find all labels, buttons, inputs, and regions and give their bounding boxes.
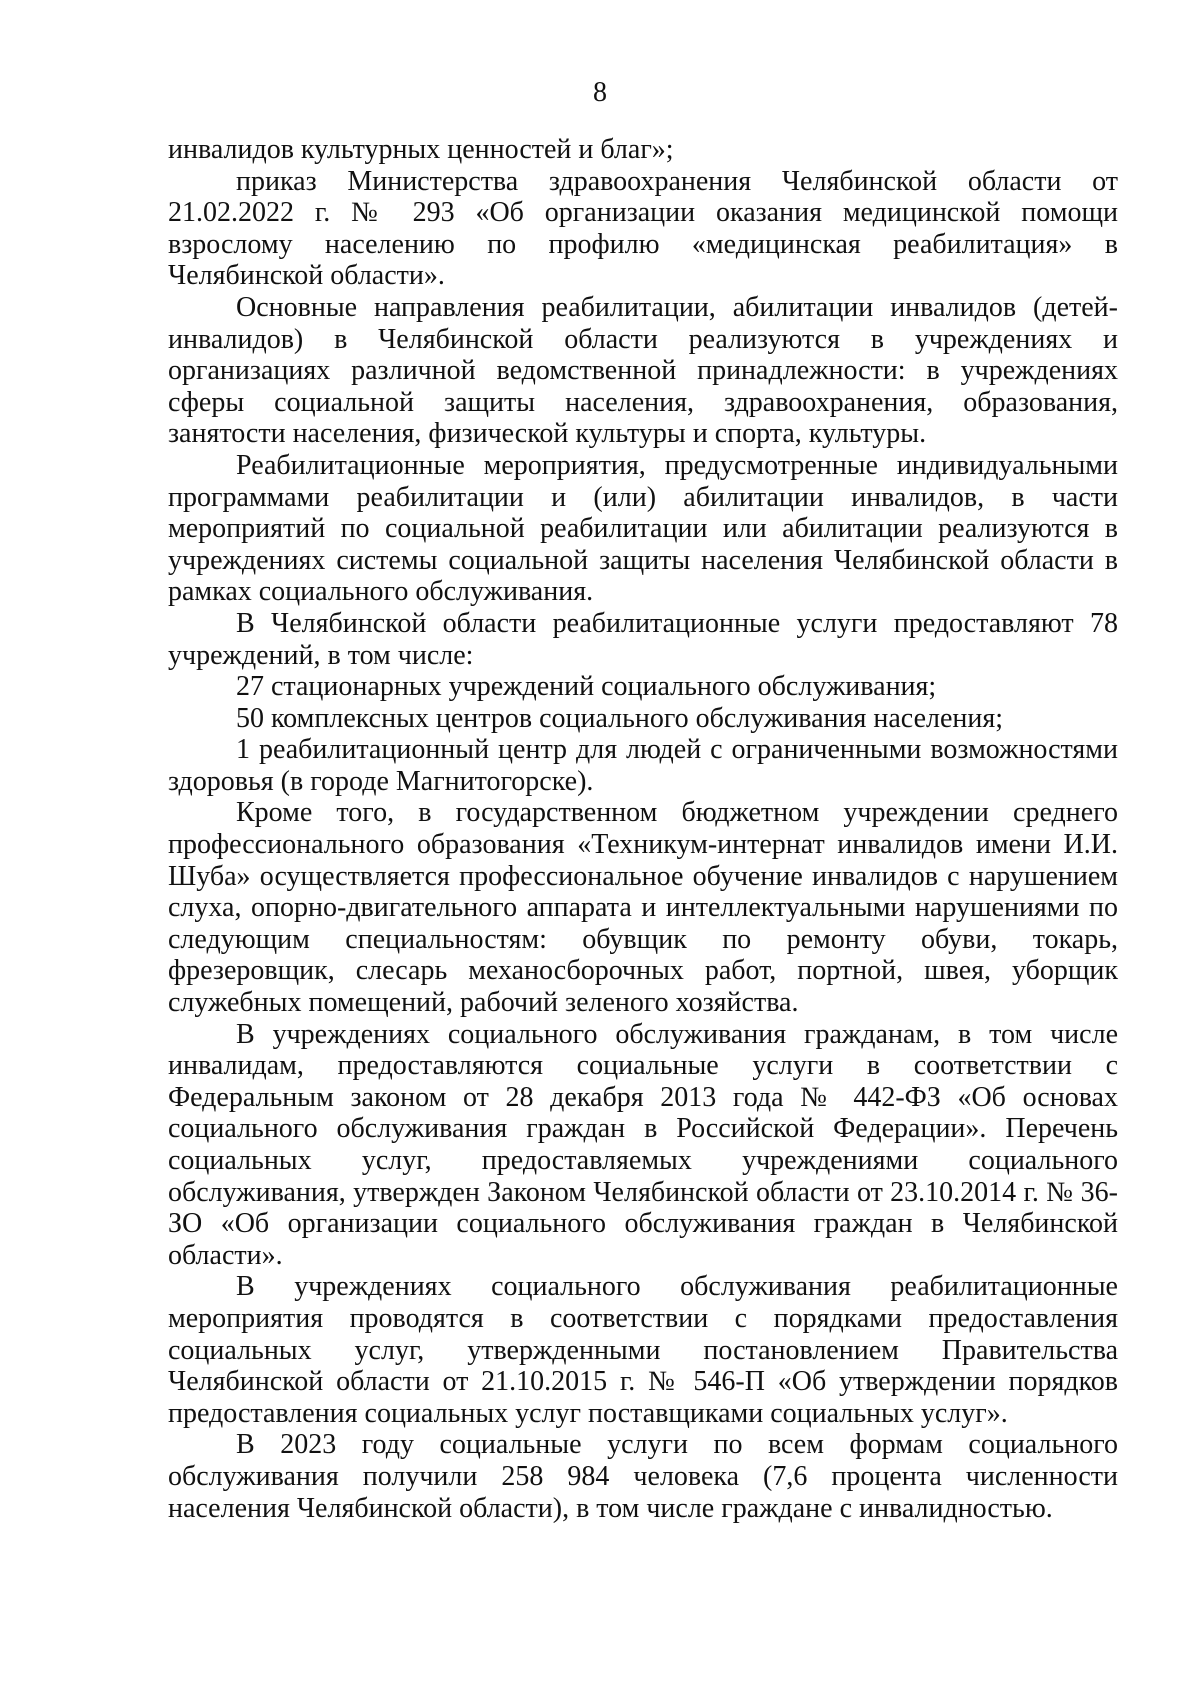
page-number: 8 (593, 77, 607, 108)
list-item-stationary-institutions: 27 стационарных учреждений социального обслуживания; (236, 671, 937, 703)
paragraph-technical-school: Кроме того, в государственном бюджетном учреждении среднего профессионального образования «Техникум-интернат инвалидов имени И.И. Шуба» осуществляется профессиональное обучение инвалидов с нарушением слуха, опорно-двигательного аппарата и интеллектуальными нарушениями по следующим специальностям: обувщик по ремонту обуви, токарь, фрезеровщик, слесарь механосборочных работ, портной, швея, уборщик служебных помещений, рабочий зеленого хозяйства. (168, 797, 1118, 1019)
list-item-complex-centers: 50 комплексных центров социального обслуживания населения; (236, 702, 1004, 734)
paragraph-2023-statistics: В 2023 году социальные услуги по всем формам социального обслуживания получили 258 984 человека (7,6 процента численности населения Челябинской области), в том числе граждане с инвалидностью. (168, 1429, 1118, 1524)
paragraph-main-directions: Основные направления реабилитации, абилитации инвалидов (детей-инвалидов) в Челябинской области реализуются в учреждениях и организациях различной ведомственной принадлежности: в учреждениях сферы социальной защиты населения, здравоохранения, образования, занятости населения, физической культуры и спорта, культуры. (168, 291, 1118, 450)
paragraph-social-services-law: В учреждениях социального обслуживания гражданам, в том числе инвалидам, предоставляются социальные услуги в соответствии с Федеральным законом от 28 декабря 2013 года № 442-ФЗ «Об основах социального обслуживания граждан в Российской Федерации». Перечень социальных услуг, предоставляемых учреждениями социального обслуживания, утвержден Законом Челябинской области от 23.10.2014 г. № 36-ЗО «Об организации социального обслуживания граждан в Челябинской области». (168, 1018, 1118, 1271)
paragraph-service-procedures: В учреждениях социального обслуживания реабилитационные мероприятия проводятся в соответствии с порядками предоставления социальных услуг, утвержденными постановлением Правительства Челябинской области от 21.10.2015 г. № 546-П «Об утверждении порядков предоставления социальных услуг поставщиками социальных услуг». (168, 1271, 1118, 1429)
paragraph-continuation: инвалидов культурных ценностей и благ»; (168, 134, 674, 165)
document-body (168, 134, 1118, 1524)
paragraph-rehabilitation-measures: Реабилитационные мероприятия, предусмотренные индивидуальными программами реабилитации и (или) абилитации инвалидов, в части мероприятий по социальной реабилитации или абилитации реализуются в учреждениях системы социальной защиты населения Челябинской области в рамках социального обслуживания. (168, 449, 1118, 608)
list-item-rehabilitation-center: 1 реабилитационный центр для людей с ограниченными возможностями здоровья (в городе Магнитогорске). (168, 734, 1118, 797)
paragraph-institutions-count: В Челябинской области реабилитационные услуги предоставляют 78 учреждений, в том числе: (168, 607, 1118, 671)
paragraph-order-ministry-health: приказ Министерства здравоохранения Челябинской области от 21.02.2022 г. № 293 «Об организации оказания медицинской помощи взрослому населению по профилю «медицинская реабилитация» в Челябинской области». (168, 165, 1118, 292)
